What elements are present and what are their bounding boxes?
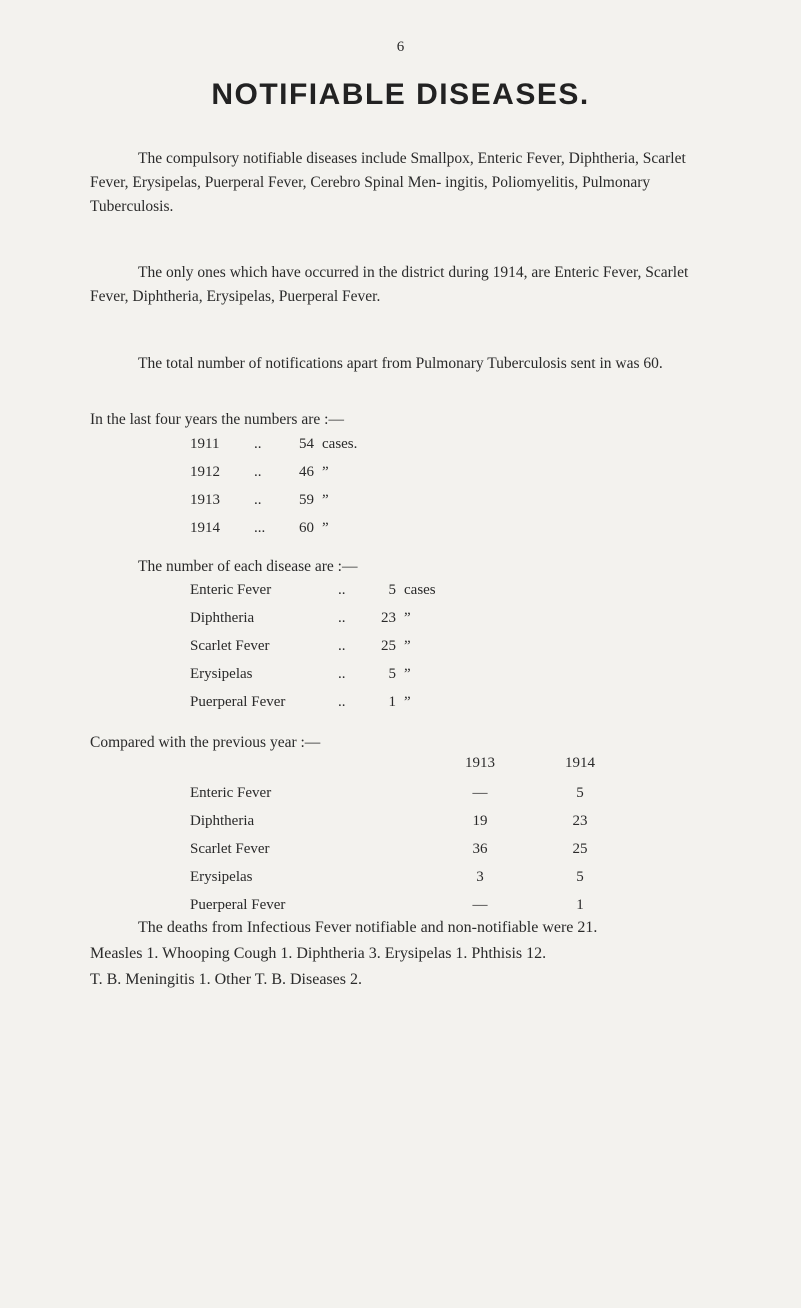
disease-row	[190, 582, 610, 610]
comparison-row	[190, 869, 630, 897]
paragraph-compared: Compared with the previous year :—	[90, 734, 321, 751]
leader-dots: ..	[338, 638, 346, 654]
leader-dots: ..	[338, 694, 346, 710]
disease-count: 23	[381, 610, 396, 626]
paragraph-deaths-total: The deaths from Infectious Fever notifiable and non-notifiable were 21.	[138, 919, 598, 936]
leader-dots: ..	[254, 464, 262, 480]
disease-row	[190, 694, 610, 722]
year-count: 46	[299, 464, 314, 480]
paragraph-notifiable-diseases: The compulsory notifiable diseases include Smallpox, Enteric Fever, Diphtheria, Scarlet Fever, Erysipelas, Puerperal Fever, Cerebro Spinal Men- ingitis, Poliomyelitis, Pulmonary Tuberculosis.	[90, 150, 686, 215]
leader-dots: ..	[338, 582, 346, 598]
disease-name: Erysipelas	[190, 666, 253, 682]
year-label: 1913	[190, 492, 220, 508]
leader-dots: ...	[254, 520, 266, 536]
year-row	[190, 464, 590, 492]
disease-unit: cases	[404, 582, 436, 598]
paragraph-occurred-diseases: The only ones which have occurred in the district during 1914, are Enteric Fever, Scarlet Fever, Diphtheria, Erysipelas, Puerperal Fever.	[90, 264, 689, 305]
comparison-header-row	[190, 755, 630, 785]
year-row	[190, 520, 590, 548]
disease-row	[190, 666, 610, 694]
column-header-1914: 1914	[565, 755, 595, 771]
value-1914: 1	[576, 897, 584, 913]
comparison-row	[190, 785, 630, 813]
disease-name: Diphtheria	[190, 610, 255, 626]
value-1913: —	[472, 897, 488, 913]
year-totals-list	[190, 436, 590, 548]
value-1914: 25	[572, 841, 588, 857]
page-number: 6	[396, 39, 405, 55]
year-row	[190, 436, 590, 464]
disease-name: Puerperal Fever	[190, 694, 286, 710]
value-1914: 5	[576, 869, 584, 885]
year-unit: ”	[322, 492, 329, 508]
paragraph-last-four-years: In the last four years the numbers are :—	[90, 411, 344, 428]
disease-count: 25	[381, 638, 396, 654]
comparison-table	[190, 755, 630, 925]
disease-name: Scarlet Fever	[190, 841, 270, 857]
year-label: 1914	[190, 520, 220, 536]
value-1913: 3	[476, 869, 484, 885]
disease-unit: ”	[404, 666, 411, 682]
disease-name: Erysipelas	[190, 869, 253, 885]
disease-name: Puerperal Fever	[190, 897, 286, 913]
year-row	[190, 492, 590, 520]
disease-row	[190, 610, 610, 638]
year-unit: cases.	[322, 436, 358, 452]
disease-name: Enteric Fever	[190, 785, 272, 801]
comparison-row	[190, 813, 630, 841]
disease-count: 1	[388, 694, 396, 710]
disease-unit: ”	[404, 694, 411, 710]
disease-name: Diphtheria	[190, 813, 255, 829]
paragraph-deaths-tb: T. B. Meningitis 1. Other T. B. Diseases 2.	[90, 971, 362, 988]
value-1913: —	[472, 785, 488, 801]
disease-row	[190, 638, 610, 666]
year-unit: ”	[322, 464, 329, 480]
leader-dots: ..	[254, 492, 262, 508]
page-title: NOTIFIABLE DISEASES.	[211, 78, 590, 111]
disease-name: Enteric Fever	[190, 582, 272, 598]
leader-dots: ..	[254, 436, 262, 452]
leader-dots: ..	[338, 666, 346, 682]
year-count: 54	[299, 436, 314, 452]
year-label: 1911	[190, 436, 220, 452]
year-unit: ”	[322, 520, 329, 536]
disease-name: Scarlet Fever	[190, 638, 270, 654]
column-header-1913: 1913	[465, 755, 495, 771]
disease-count: 5	[388, 582, 396, 598]
leader-dots: ..	[338, 610, 346, 626]
year-count: 59	[299, 492, 314, 508]
value-1914: 5	[576, 785, 584, 801]
disease-count: 5	[388, 666, 396, 682]
disease-counts-list	[190, 582, 610, 722]
year-label: 1912	[190, 464, 220, 480]
disease-unit: ”	[404, 638, 411, 654]
disease-unit: ”	[404, 610, 411, 626]
paragraph-total-notifications: The total number of notifications apart from Pulmonary Tuberculosis sent in was 60.	[138, 355, 663, 372]
paragraph-deaths-breakdown: Measles 1. Whooping Cough 1. Diphtheria 3. Erysipelas 1. Phthisis 12.	[90, 945, 547, 962]
value-1914: 23	[572, 813, 588, 829]
comparison-row	[190, 841, 630, 869]
year-count: 60	[299, 520, 314, 536]
value-1913: 19	[472, 813, 488, 829]
paragraph-each-disease: The number of each disease are :—	[138, 558, 358, 575]
value-1913: 36	[472, 841, 488, 857]
